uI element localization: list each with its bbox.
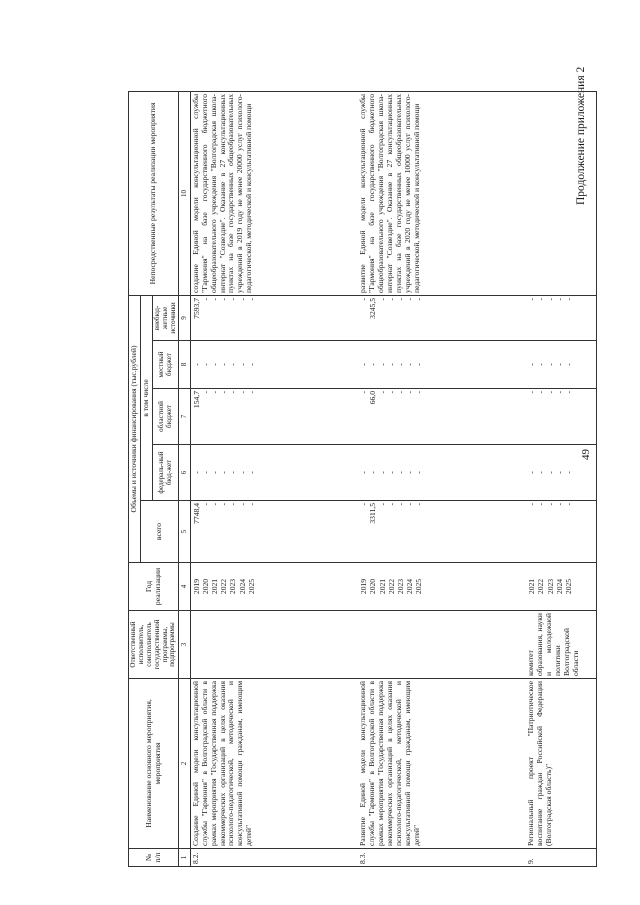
col-header-responsible: Ответственный исполнитель, соисполнитель государственной программы, подпрограммы bbox=[129, 611, 179, 679]
total-cell-value: - bbox=[563, 503, 573, 506]
extrabudget-cell-value: 3245,5 bbox=[368, 297, 378, 319]
regional-cell-value: 66,0 bbox=[368, 391, 378, 405]
federal-cell-value: - bbox=[536, 471, 546, 474]
result-text: развитие Единой модели консультационной службы "Гармония" на базе государственного бюджетного общеобразовательного учреждения "Волгоградская школа-интернат "Созвездие". Оказание в 27 консультационных пунктах на базе государственных общеобразовательных учреждений в 2020 году не менее 10000 услуг психолого-педагогической, методической и консультативной помощи bbox=[358, 91, 526, 295]
col-number: 3 bbox=[179, 611, 190, 679]
table-row bbox=[358, 91, 526, 866]
year-cell-value: 2021 bbox=[210, 578, 220, 595]
total-cell-value: 3311,5 bbox=[368, 503, 378, 524]
local-cell-value: - bbox=[200, 363, 210, 366]
federal-cell-value: - bbox=[386, 471, 396, 474]
regional-cell bbox=[526, 389, 596, 445]
extrabudget-cell-value: - bbox=[554, 297, 564, 301]
extrabudget-cell-value: - bbox=[237, 297, 247, 301]
year-cell-value: 2021 bbox=[527, 578, 537, 595]
result-text: создание Единой модели консультационной службы "Гармония" на базе государственного бюджетного общеобразовательного учреждения "Волгоградская школа-интернат "Созвездие". Оказание в 27 консультационных пунктах на базе государственных общеобразовательных учреждений в 2019 году не менее 20000 услуг психолого-педагогической, методической и консультативной помощи bbox=[190, 91, 358, 295]
col-number: 8 bbox=[179, 341, 190, 389]
total-cell-value: - bbox=[219, 503, 229, 506]
year-cell bbox=[190, 563, 358, 611]
regional-cell-value: - bbox=[359, 391, 369, 394]
col-header-incl: в том числе bbox=[140, 295, 152, 500]
col-header-extrabudget: внебюд-жетные источники bbox=[152, 295, 178, 340]
total-cell-value: - bbox=[536, 503, 546, 506]
local-cell-value: - bbox=[246, 363, 256, 366]
total-cell-value: - bbox=[237, 503, 247, 506]
extrabudget-cell-value: - bbox=[545, 297, 555, 301]
extrabudget-cell-value: - bbox=[414, 297, 424, 301]
total-cell-value: - bbox=[395, 503, 405, 506]
regional-cell-value: - bbox=[200, 391, 210, 394]
regional-cell-value: - bbox=[246, 391, 256, 394]
local-cell-value: - bbox=[545, 363, 555, 366]
extrabudget-cell bbox=[526, 295, 596, 340]
federal-cell bbox=[526, 445, 596, 501]
extrabudget-cell-value: - bbox=[228, 297, 238, 301]
col-number: 9 bbox=[179, 295, 190, 340]
result-text bbox=[526, 91, 596, 295]
activity-name: Создание Единой модели консультационной службы "Гармония" в Волгоградской области в рамках мероприятия "Государственная поддержка некоммерческих организаций в целях оказания психолого-педагогической, методической и консультативной помощи гражданам, имеющим детей" bbox=[190, 679, 358, 849]
extrabudget-cell-value: - bbox=[386, 297, 396, 301]
total-cell-value: - bbox=[377, 503, 387, 506]
extrabudget-cell-value: - bbox=[527, 297, 537, 301]
col-number: 10 bbox=[179, 91, 190, 295]
table-row bbox=[190, 91, 358, 866]
year-cell-value: 2021 bbox=[377, 578, 387, 595]
extrabudget-cell-value: - bbox=[200, 297, 210, 301]
col-header-result: Непосредственные результаты реализации мероприятия bbox=[129, 91, 179, 295]
total-cell-value: - bbox=[545, 503, 555, 506]
federal-cell-value: - bbox=[219, 471, 229, 474]
col-number: 7 bbox=[179, 389, 190, 445]
total-cell-value: - bbox=[554, 503, 564, 506]
federal-cell-value: - bbox=[359, 471, 369, 474]
local-cell-value: - bbox=[554, 363, 564, 366]
total-cell-value: - bbox=[200, 503, 210, 506]
extrabudget-cell-value: - bbox=[210, 297, 220, 301]
year-cell-value: 2022 bbox=[536, 578, 546, 595]
federal-cell-value: - bbox=[200, 471, 210, 474]
local-cell-value: - bbox=[359, 363, 369, 366]
federal-cell-value: - bbox=[368, 471, 378, 474]
table-row bbox=[526, 91, 596, 866]
federal-cell bbox=[358, 445, 526, 501]
regional-cell-value: - bbox=[237, 391, 247, 394]
federal-cell bbox=[190, 445, 358, 501]
year-cell-value: 2020 bbox=[200, 578, 210, 595]
total-cell-value: - bbox=[405, 503, 415, 506]
local-cell-value: - bbox=[377, 363, 387, 366]
year-cell-value: 2025 bbox=[563, 578, 573, 595]
federal-cell-value: - bbox=[414, 471, 424, 474]
col-header-name: Наименование основного мероприятия, мероприятия bbox=[129, 679, 179, 849]
local-cell-value: - bbox=[237, 363, 247, 366]
total-cell-value: - bbox=[359, 503, 369, 506]
regional-cell-value: - bbox=[405, 391, 415, 394]
responsible-executor: комитет образования, науки и молодежной политики Волгоградской области bbox=[526, 611, 596, 679]
col-number: 6 bbox=[179, 445, 190, 501]
regional-cell-value: - bbox=[219, 391, 229, 394]
page-number: 49 bbox=[580, 449, 592, 460]
responsible-executor bbox=[190, 611, 358, 679]
regional-cell-value: - bbox=[386, 391, 396, 394]
year-cell-value: 2025 bbox=[246, 578, 256, 595]
col-header-volumes: Объемы и источники финансирования (тыс.рублей) bbox=[129, 295, 141, 562]
local-cell-value: - bbox=[191, 363, 201, 366]
local-cell-value: - bbox=[228, 363, 238, 366]
total-cell-value: - bbox=[228, 503, 238, 506]
extrabudget-cell-value: - bbox=[395, 297, 405, 301]
total-cell bbox=[190, 501, 358, 563]
col-number: 1 bbox=[179, 849, 190, 867]
extrabudget-cell bbox=[190, 295, 358, 340]
total-cell-value: - bbox=[414, 503, 424, 506]
federal-cell-value: - bbox=[377, 471, 387, 474]
local-cell-value: - bbox=[405, 363, 415, 366]
year-cell bbox=[358, 563, 526, 611]
total-cell-value: 7748,4 bbox=[191, 503, 201, 524]
col-number: 2 bbox=[179, 679, 190, 849]
regional-cell-value: - bbox=[527, 391, 537, 394]
total-cell bbox=[526, 501, 596, 563]
local-cell bbox=[190, 341, 358, 389]
federal-cell-value: - bbox=[395, 471, 405, 474]
activity-name: Региональный проект "Патриотическое воспитание граждан Российской Федерации (Волгоградская область)" bbox=[526, 679, 596, 849]
extrabudget-cell-value: - bbox=[246, 297, 256, 301]
col-number: 5 bbox=[179, 501, 190, 563]
regional-cell bbox=[190, 389, 358, 445]
financing-table bbox=[128, 91, 597, 867]
year-cell-value: 2023 bbox=[545, 578, 555, 595]
year-cell-value: 2023 bbox=[228, 578, 238, 595]
year-cell-value: 2019 bbox=[359, 578, 369, 595]
year-cell-value: 2024 bbox=[554, 578, 564, 595]
extrabudget-cell-value: - bbox=[536, 297, 546, 301]
col-header-federal: федераль-ный бюд-жет bbox=[152, 445, 178, 501]
extrabudget-cell-value: - bbox=[563, 297, 573, 301]
federal-cell-value: - bbox=[563, 471, 573, 474]
regional-cell-value: - bbox=[377, 391, 387, 394]
local-cell-value: - bbox=[414, 363, 424, 366]
local-cell-value: - bbox=[563, 363, 573, 366]
year-cell-value: 2019 bbox=[191, 578, 201, 595]
regional-cell-value: - bbox=[545, 391, 555, 394]
regional-cell-value: - bbox=[536, 391, 546, 394]
federal-cell-value: - bbox=[405, 471, 415, 474]
col-header-year: Год реализации bbox=[129, 563, 179, 611]
local-cell-value: - bbox=[386, 363, 396, 366]
col-header-local: местный бюджет bbox=[152, 341, 178, 389]
local-cell-value: - bbox=[536, 363, 546, 366]
year-cell bbox=[526, 563, 596, 611]
federal-cell-value: - bbox=[210, 471, 220, 474]
total-cell bbox=[358, 501, 526, 563]
activity-name: Развитие Единой модели консультационной службы "Гармония" в Волгоградской области в рамках мероприятия "Государственная поддержка некоммерческих организаций в целях оказания психолого-педагогической, методической и консультативной помощи гражданам, имеющим детей" bbox=[358, 679, 526, 849]
col-number: 4 bbox=[179, 563, 190, 611]
year-cell-value: 2023 bbox=[395, 578, 405, 595]
local-cell bbox=[526, 341, 596, 389]
col-header-n: № п/п bbox=[129, 849, 179, 867]
year-cell-value: 2022 bbox=[386, 578, 396, 595]
regional-cell-value: - bbox=[414, 391, 424, 394]
row-number: 9. bbox=[526, 849, 596, 867]
extrabudget-cell-value: 7593,7 bbox=[191, 297, 201, 319]
extrabudget-cell-value: - bbox=[405, 297, 415, 301]
federal-cell-value: - bbox=[527, 471, 537, 474]
local-cell-value: - bbox=[219, 363, 229, 366]
regional-cell-value: 154,7 bbox=[191, 391, 201, 409]
extrabudget-cell-value: - bbox=[377, 297, 387, 301]
total-cell-value: - bbox=[246, 503, 256, 506]
continuation-label: Продолжение приложения 2 bbox=[575, 66, 587, 205]
col-header-total: всего bbox=[140, 501, 178, 563]
total-cell-value: - bbox=[210, 503, 220, 506]
local-cell-value: - bbox=[210, 363, 220, 366]
federal-cell-value: - bbox=[191, 471, 201, 474]
regional-cell-value: - bbox=[228, 391, 238, 394]
regional-cell-value: - bbox=[554, 391, 564, 394]
local-cell bbox=[358, 341, 526, 389]
year-cell-value: 2020 bbox=[368, 578, 378, 595]
federal-cell-value: - bbox=[228, 471, 238, 474]
regional-cell-value: - bbox=[563, 391, 573, 394]
col-header-regional: областной бюджет bbox=[152, 389, 178, 445]
local-cell-value: - bbox=[368, 363, 378, 366]
total-cell-value: - bbox=[386, 503, 396, 506]
year-cell-value: 2022 bbox=[219, 578, 229, 595]
regional-cell-value: - bbox=[210, 391, 220, 394]
total-cell-value: - bbox=[527, 503, 537, 506]
extrabudget-cell-value: - bbox=[359, 297, 369, 301]
row-number: 8.3. bbox=[358, 849, 526, 867]
year-cell-value: 2024 bbox=[405, 578, 415, 595]
local-cell-value: - bbox=[527, 363, 537, 366]
federal-cell-value: - bbox=[554, 471, 564, 474]
extrabudget-cell-value: - bbox=[219, 297, 229, 301]
extrabudget-cell bbox=[358, 295, 526, 340]
federal-cell-value: - bbox=[246, 471, 256, 474]
federal-cell-value: - bbox=[545, 471, 555, 474]
local-cell-value: - bbox=[395, 363, 405, 366]
regional-cell-value: - bbox=[395, 391, 405, 394]
regional-cell bbox=[358, 389, 526, 445]
year-cell-value: 2024 bbox=[237, 578, 247, 595]
year-cell-value: 2025 bbox=[414, 578, 424, 595]
row-number: 8.2. bbox=[190, 849, 358, 867]
federal-cell-value: - bbox=[237, 471, 247, 474]
responsible-executor bbox=[358, 611, 526, 679]
